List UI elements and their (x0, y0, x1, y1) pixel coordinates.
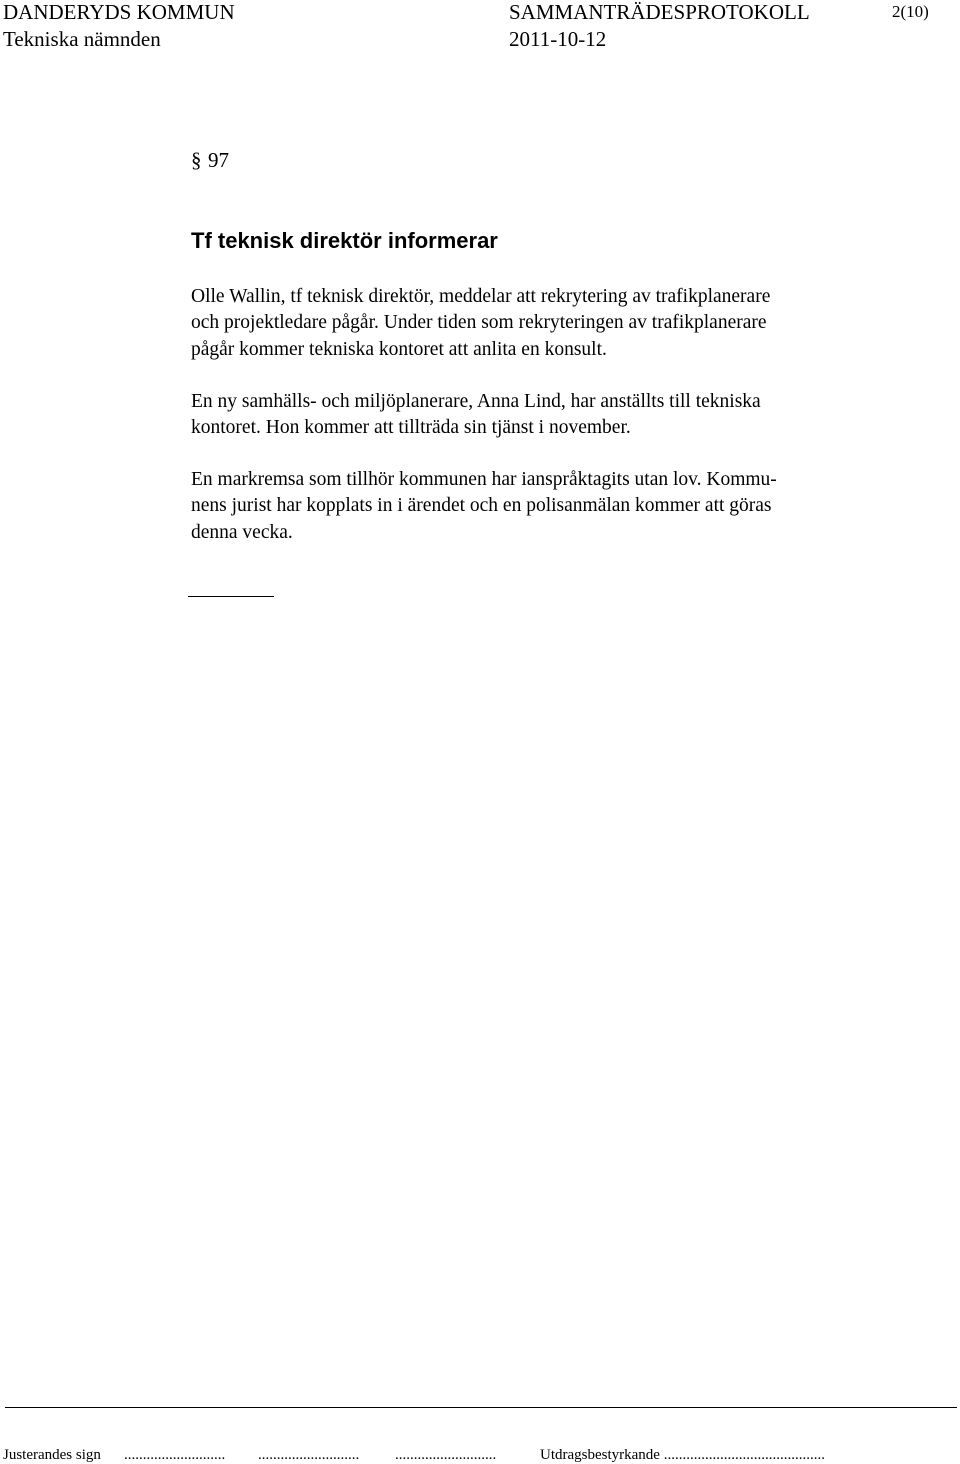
body-paragraph-1 (191, 284, 770, 363)
extract-certification-label: Utdragsbestyrkande ........................................... (540, 1447, 825, 1463)
paragraph-line: och projektledare pågår. Under tiden som rekryteringen av trafikplanerare (191, 312, 767, 334)
signature-line-2: ........................... (258, 1447, 360, 1463)
signature-line-1: ........................... (124, 1447, 226, 1463)
paragraph-line: En ny samhälls- och miljöplanerare, Anna Lind, har anställts till tekniska (191, 391, 761, 412)
organization-name: DANDERYDS KOMMUN (3, 0, 235, 24)
paragraph-number: 97 (208, 148, 229, 172)
committee-name: Tekniska nämnden (3, 27, 161, 51)
page-number: 2(10) (892, 2, 929, 21)
paragraph-line: En markremsa som tillhör kommunen har ianspråktagits utan lov. Kommu- (191, 469, 777, 490)
paragraph-line: kontoret. Hon kommer att tillträda sin tjänst i november. (191, 417, 631, 439)
body-paragraph-2 (191, 389, 761, 442)
paragraph-line: Olle Wallin, tf teknisk direktör, meddelar att rekrytering av trafikplanerare (191, 286, 771, 307)
section-title: Tf teknisk direktör informerar (191, 228, 498, 253)
paragraph-line: denna vecka. (191, 521, 293, 543)
signature-line-3: ........................... (395, 1447, 497, 1463)
footer-divider (5, 1407, 957, 1408)
paragraph-sign: § (191, 148, 202, 172)
section-end-rule (188, 596, 274, 597)
paragraph-line: pågår kommer tekniska kontoret att anlita en konsult. (191, 338, 607, 360)
body-paragraph-3 (191, 467, 777, 546)
paragraph-line: nens jurist har kopplats in i ärendet och en polisanmälan kommer att göras (191, 495, 772, 517)
document-type: SAMMANTRÄDESPROTOKOLL (509, 0, 810, 24)
signature-label: Justerandes sign (3, 1447, 101, 1463)
meeting-date: 2011-10-12 (509, 27, 607, 51)
